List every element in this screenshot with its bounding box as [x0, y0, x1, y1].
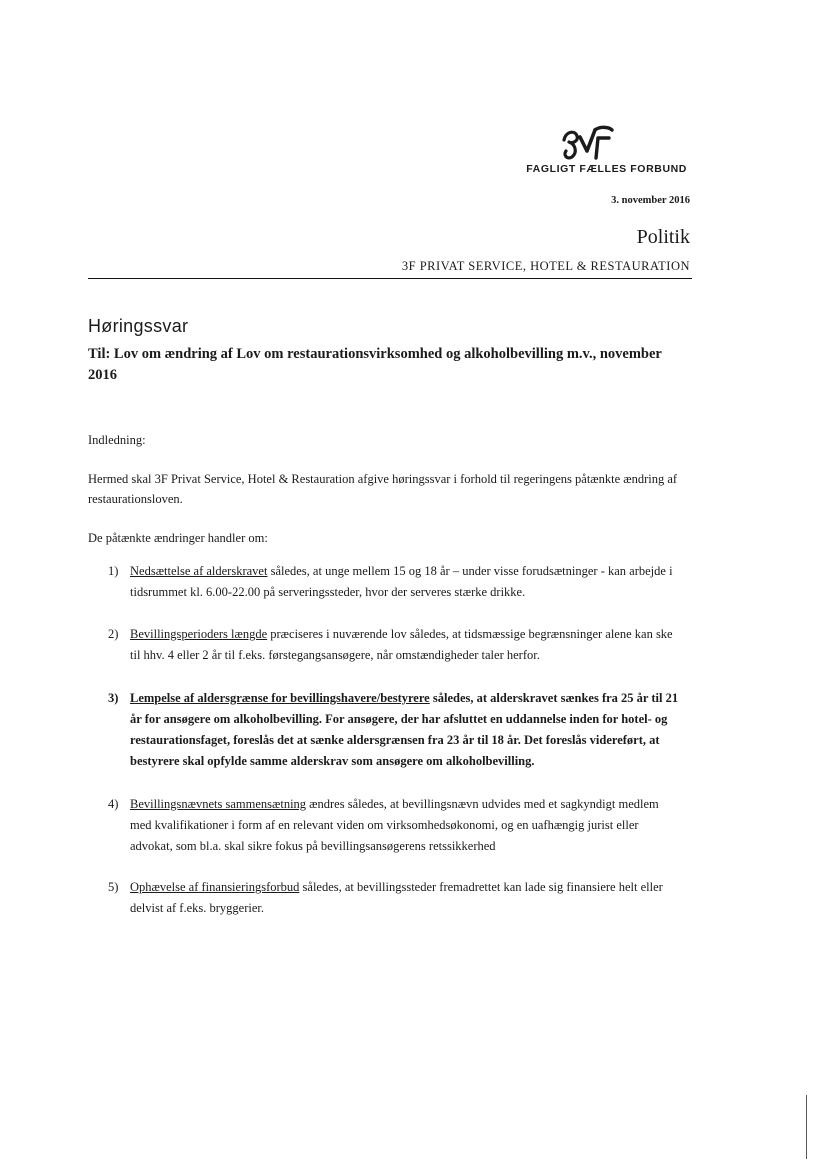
organization-name: FAGLIGT FÆLLES FORBUND [526, 163, 687, 175]
list-item-title: Lempelse af aldersgrænse for bevillingshavere/bestyrere [130, 691, 430, 705]
list-item-number: 3) [108, 691, 119, 705]
list-item-number: 2) [108, 627, 119, 641]
list-item-text: præciseres i nuværende lov således, at tidsmæssige begrænsninger alene kan ske til hhv. 4 eller 2 år til f.eks. førstegangsansøgere, når omstændigheder taler herfor. [130, 627, 673, 662]
intro-paragraph: Hermed skal 3F Privat Service, Hotel & Restauration afgive høringssvar i forhold til regeringens påtænkte ændring af restaurationsloven. [88, 472, 678, 506]
list-item-title: Bevillingsperioders længde [130, 627, 268, 641]
list-item [108, 794, 682, 857]
list-item-title: Nedsættelse af alderskravet [130, 564, 268, 578]
list-item-number: 5) [108, 880, 119, 894]
changes-intro: De påtænkte ændringer handler om: [88, 531, 268, 545]
list-item-number: 1) [108, 564, 119, 578]
document-date: 3. november 2016 [611, 195, 690, 206]
scan-margin-line [806, 1095, 807, 1159]
header-divider [88, 278, 692, 279]
list-item-title: Ophævelse af finansieringsforbud [130, 880, 300, 894]
3f-logo-icon [560, 124, 616, 164]
document-subject: Til: Lov om ændring af Lov om restaurationsvirksomhed og alkoholbevilling m.v., november 2016 [88, 346, 662, 383]
department-name: 3F PRIVAT SERVICE, HOTEL & RESTAURATION [401, 259, 690, 273]
list-item-text: således, at unge mellem 15 og 18 år – under visse forudsætninger - kan arbejde i tidsrummet kl. 6.00-22.00 på serveringssteder, hvor der serveres stærke drikke. [130, 564, 673, 599]
list-item-text: ændres således, at bevillingsnævn udvides med et sagkyndigt medlem med kvalifikationer i form af en relevant viden om virksomhedsøkonomi, og en uafhængig jurist eller advokat, som bl.a. skal sikre fokus på bevillingsansøgerens retssikkerhed [130, 797, 659, 853]
list-item-number: 4) [108, 797, 119, 811]
list-item-title: Bevillingsnævnets sammensætning [130, 797, 307, 811]
list-item-text: således, at bevillingssteder fremadrettet kan lade sig finansiere helt eller delvist af f.eks. bryggerier. [130, 880, 663, 915]
list-item [108, 561, 682, 603]
section-title: Politik [636, 226, 690, 248]
list-item [108, 877, 682, 919]
list-item-text: således, at alderskravet sænkes fra 25 år til 21 år for ansøgere om alkoholbevilling. For ansøgere, der har afsluttet en uddannelse inden for hotel- og restaurationsfaget, foreslås det at sænke aldersgrænsen fra 23 år til 18 år. Det foreslås videreført, at bestyrere skal opfylde samme alderskrav som ansøgere om alkoholbevilling. [130, 691, 679, 768]
intro-label: Indledning: [88, 433, 146, 447]
list-item [108, 624, 682, 666]
document-heading: Høringssvar [88, 316, 189, 336]
list-item [108, 688, 682, 772]
